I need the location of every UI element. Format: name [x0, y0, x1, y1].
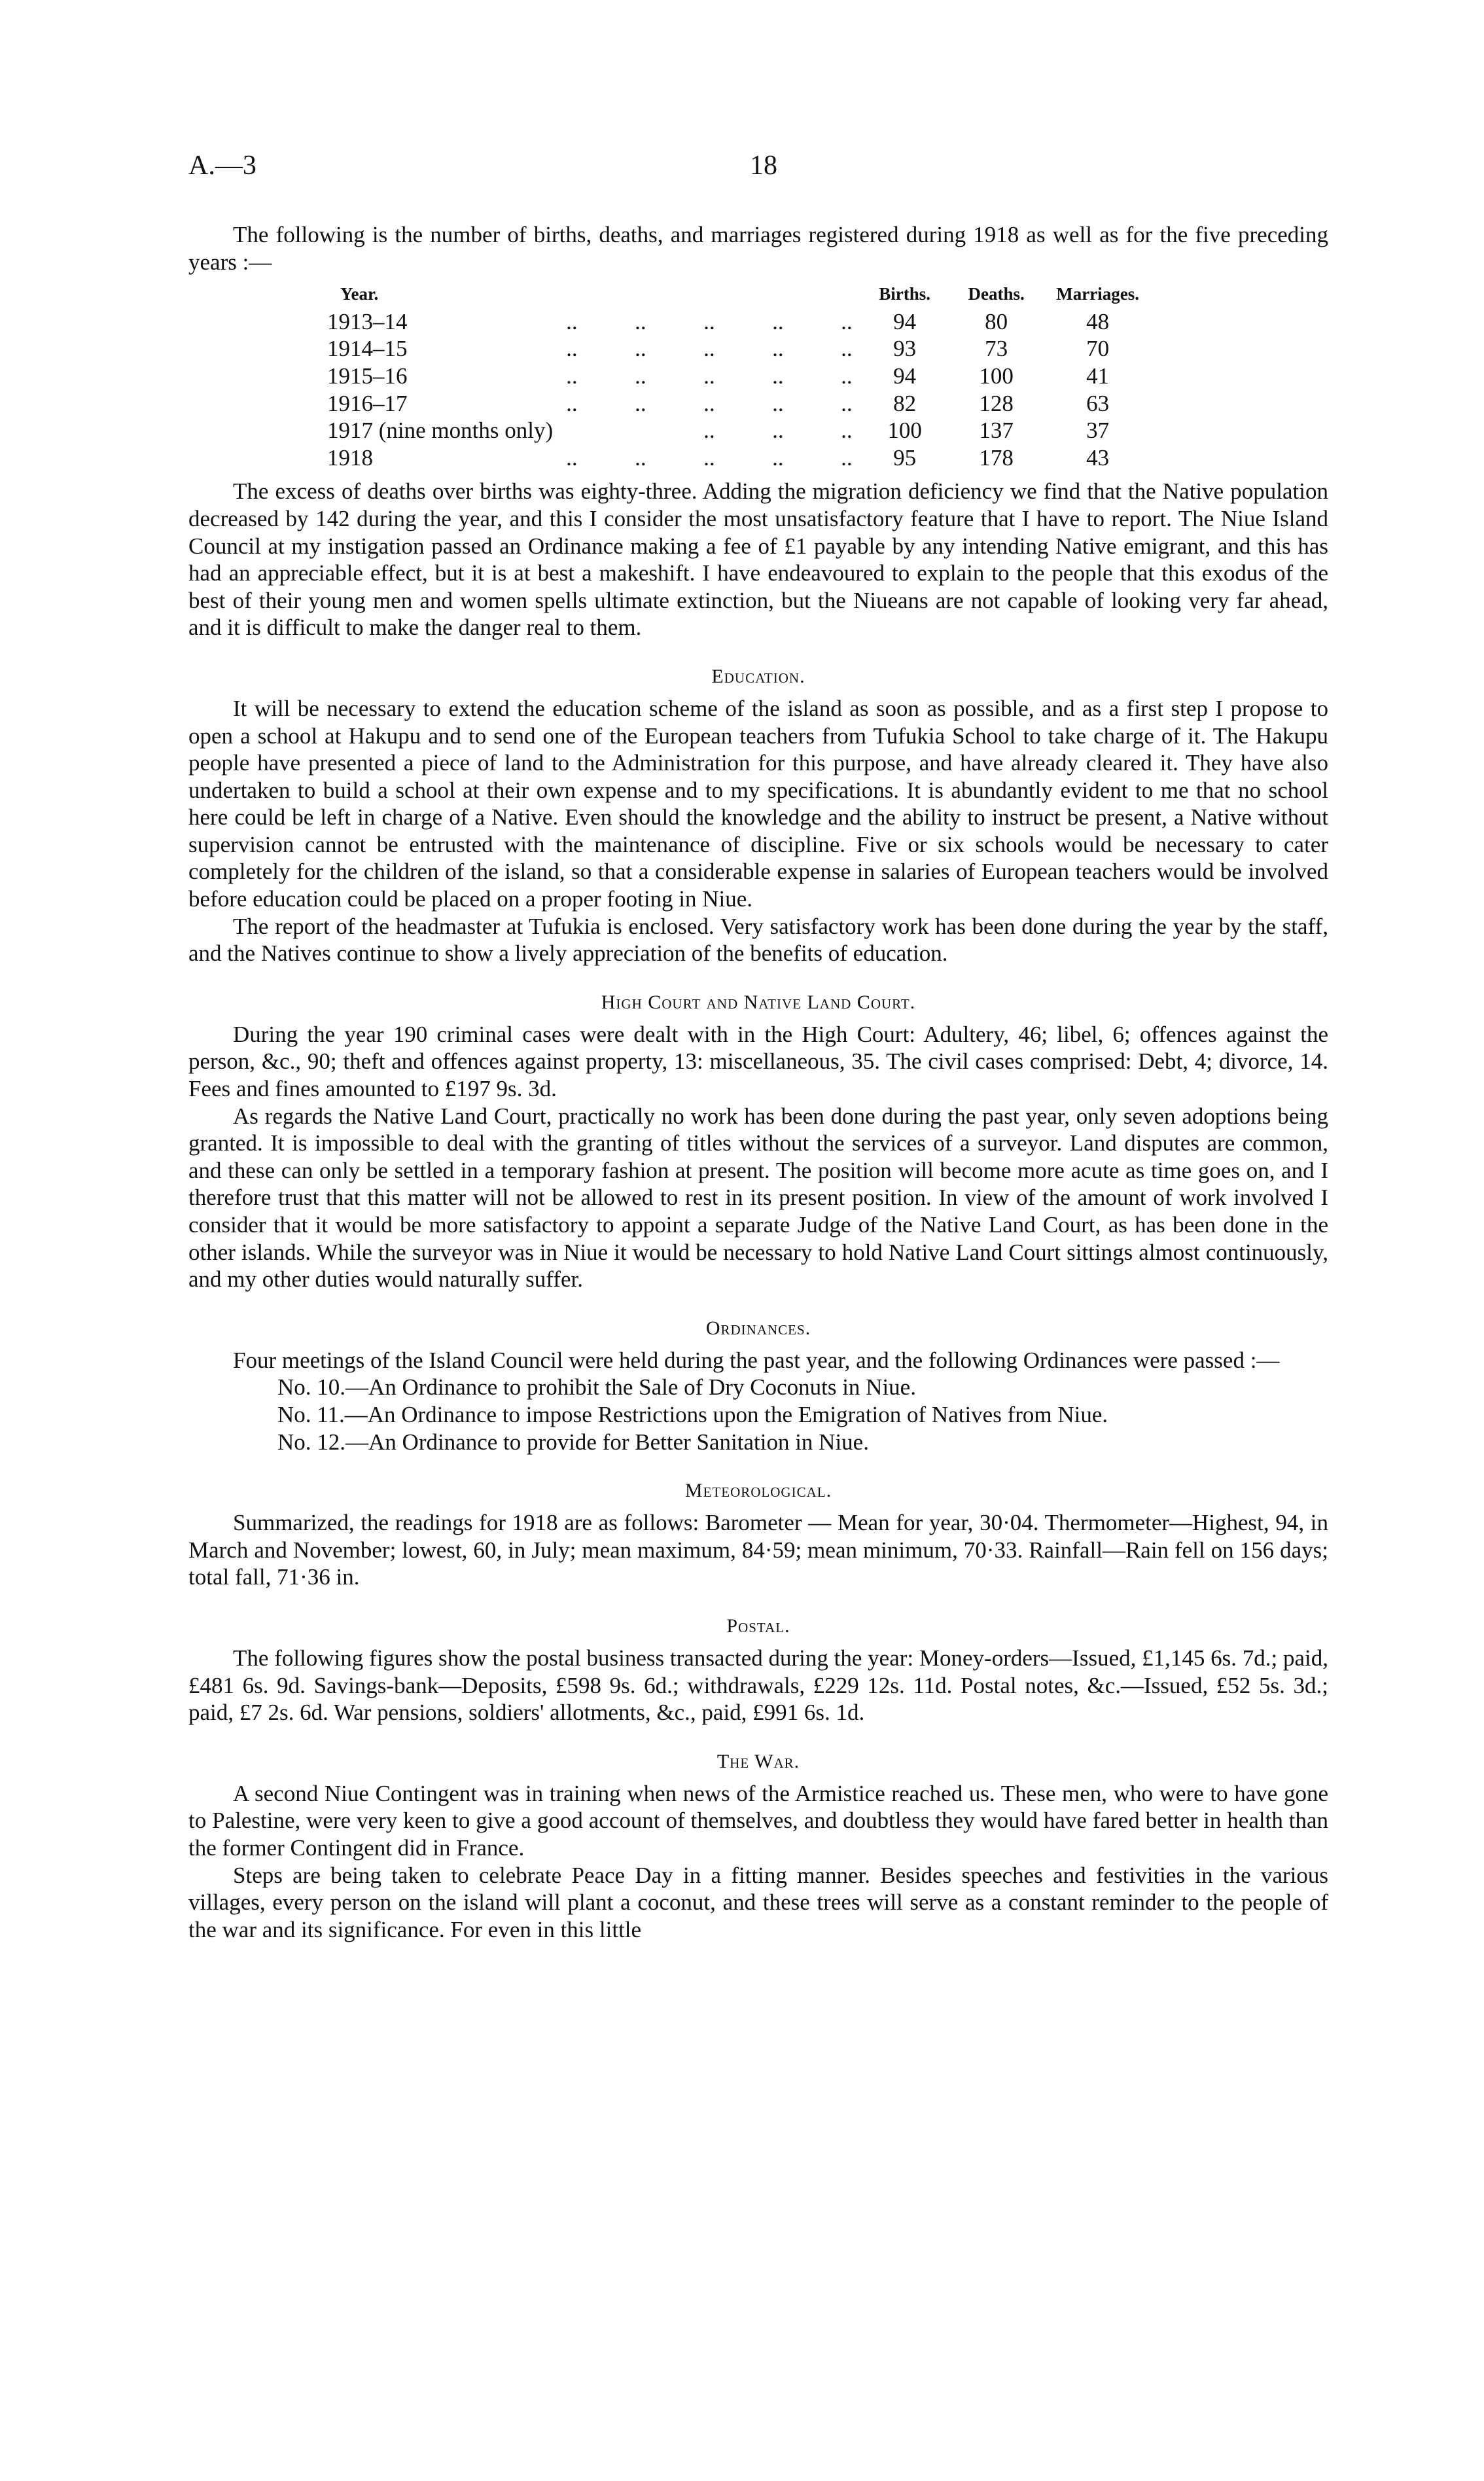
- table-header-row: [327, 281, 1154, 308]
- heading-education: Education.: [711, 665, 805, 687]
- marriages-cell: 63: [1086, 390, 1110, 416]
- table-row: [327, 444, 1154, 472]
- paragraph: Summarized, the readings for 1918 are as follows: Barometer — Mean for year, 30·04. Thermometer—Highest, 94, in March and November; lowest, 60, in July; mean maximum, 84·59; mean minimum, 70·33. Rainfall—Rain fell on 156 days; total fall, 71·36 in.: [188, 1510, 1328, 1590]
- table-row: [327, 363, 1154, 390]
- deaths-cell: 100: [979, 363, 1014, 389]
- education-section: [188, 695, 1328, 967]
- deaths-cell: 73: [985, 336, 1008, 362]
- leader-dots: .. .. .. .. ..: [566, 336, 853, 362]
- year-cell: 1916–17: [327, 390, 408, 416]
- table-row: [327, 390, 1154, 418]
- page-header: [188, 149, 1328, 188]
- births-cell: 100: [887, 418, 922, 444]
- paragraph: As regards the Native Land Court, practically no work has been done during the past year, only seven adoptions being granted. It is impossible to deal with the granting of titles without the services of a surveyor. Land disputes are common, and these can only be settled in a temporary fashion at present. The position will become more acute as time goes on, and I therefore trust that this matter will not be allowed to rest in its present position. In view of the amount of work involved I consider that it would be more satisfactory to appoint a separate Judge of the Native Land Court, as has been done in the other islands. While the surveyor was in Niue it would be necessary to hold Native Land Court sittings almost continuously, and my other duties would naturally suffer.: [188, 1103, 1328, 1293]
- leader-dots: .. .. .. .. ..: [566, 444, 853, 471]
- heading-ordinances: Ordinances.: [705, 1317, 811, 1339]
- births-cell: 82: [893, 390, 917, 416]
- ordinance-item: No. 12.—An Ordinance to provide for Better Sanitation in Niue.: [277, 1429, 869, 1455]
- ordinance-item: No. 10.—An Ordinance to prohibit the Sale of Dry Coconuts in Niue.: [277, 1374, 916, 1401]
- meteorological-section: [188, 1509, 1328, 1591]
- deaths-cell: 178: [979, 444, 1014, 471]
- leader-dots: .. .. ..: [703, 418, 853, 444]
- paragraph: It will be necessary to extend the education scheme of the island as soon as possible, and as a first step I propose to open a school at Hakupu and to send one of the European teachers from Tufukia School to take charge of it. The Hakupu people have presented a piece of land to the Administration for this purpose, and have already cleared it. They have also undertaken to build a school at their own expense and to my specifications. It is abundantly evident to me that no school here could be left in charge of a Native. Even should the knowledge and the ability to instruct be present, a Native without supervision cannot be entrusted with the maintenance of discipline. Five or six schools would be necessary to cater completely for the children of the island, so that a considerable expense in salaries of European teachers would be involved before education could be placed on a proper footing in Niue.: [188, 695, 1328, 912]
- population-section: [188, 478, 1328, 641]
- marriages-cell: 37: [1086, 418, 1110, 444]
- header-leader: [566, 281, 859, 308]
- deaths-cell: 137: [979, 418, 1014, 444]
- ordinance-item: No. 11.—An Ordinance to impose Restrictions upon the Emigration of Natives from Niue.: [277, 1401, 1108, 1427]
- heading-court: High Court and Native Land Court.: [601, 991, 916, 1013]
- year-cell: 1914–15: [327, 336, 408, 362]
- court-section: [188, 1021, 1328, 1293]
- paragraph: Steps are being taken to celebrate Peace Day in a fitting manner. Besides speeches and festivities in the various villages, every person on the island will plant a coconut, and these trees will serve as a constant reminder to the people of the war and its significance. For even in this little: [188, 1862, 1328, 1942]
- paragraph: The following is the number of births, deaths, and marriages registered during 1918 as well as for the five preceding years :—: [188, 222, 1328, 275]
- paragraph: The excess of deaths over births was eighty-three. Adding the migration deficiency we find that the Native population decreased by 142 during the year, and this I consider the most unsatisfactory feature that I have to report. The Niue Island Council at my instigation passed an Ordinance making a fee of £1 payable by any intending Native emigrant, and this has had an appreciable effect, but it is at best a makeshift. I have endeavoured to explain to the people that this exodus of the best of their young men and women spells ultimate extinction, but the Niueans are not capable of looking very far ahead, and it is difficult to make the danger real to them.: [188, 478, 1328, 641]
- postal-section: [188, 1645, 1328, 1726]
- marriages-cell: 48: [1086, 308, 1110, 334]
- births-cell: 94: [893, 308, 917, 334]
- year-cell: 1917 (nine months only): [327, 418, 554, 444]
- paragraph: During the year 190 criminal cases were dealt with in the High Court: Adultery, 46; libel, 6; offences against the person, &c., 90; theft and offences against property, 13: miscellaneous, 35. The civil cases comprised: Debt, 4; divorce, 14. Fees and fines amounted to £197 9s. 3d.: [188, 1021, 1328, 1102]
- marriages-cell: 70: [1086, 336, 1110, 362]
- leader-dots: .. .. .. .. ..: [566, 308, 853, 334]
- vital-stats-intro: [188, 221, 1328, 276]
- vital-statistics-table: [327, 281, 1154, 471]
- deaths-cell: 80: [985, 308, 1008, 334]
- year-cell: 1913–14: [327, 308, 408, 334]
- paragraph: The following figures show the postal business transacted during the year: Money-orders—Issued, £1,145 6s. 7d.; paid, £481 6s. 9d. Savings-bank—Deposits, £598 9s. 6d.; withdrawals, £229 12s. 11d. Postal notes, &c.—Issued, £52 5s. 3d.; paid, £7 2s. 6d. War pensions, soldiers' allotments, &c., paid, £991 6s. 1d.: [188, 1645, 1328, 1726]
- heading-postal: Postal.: [726, 1615, 790, 1637]
- births-cell: 95: [893, 444, 917, 471]
- year-cell: 1918: [327, 444, 373, 471]
- table-row: [327, 308, 1154, 336]
- heading-meteorological: Meteorological.: [684, 1480, 832, 1502]
- ordinances-section: [188, 1347, 1328, 1455]
- paragraph: A second Niue Contingent was in training when news of the Armistice reached us. These men, who were to have gone to Palestine, were very keen to give a good account of themselves, and doubtless they would have fared better in health than the former Contingent did in France.: [188, 1780, 1328, 1861]
- paragraph: Four meetings of the Island Council were held during the past year, and the following Ordinances were passed :—: [233, 1347, 1280, 1373]
- war-section: [188, 1780, 1328, 1944]
- header-births: Births.: [879, 284, 930, 304]
- leader-dots: .. .. .. .. ..: [566, 363, 853, 389]
- header-deaths: Deaths.: [968, 284, 1025, 304]
- year-cell: 1915–16: [327, 363, 408, 389]
- table-row: [327, 335, 1154, 363]
- header-year: Year.: [340, 284, 379, 304]
- leader-dots: .. .. .. .. ..: [566, 390, 853, 416]
- deaths-cell: 128: [979, 390, 1014, 416]
- header-marriages: Marriages.: [1056, 284, 1139, 304]
- heading-war: The War.: [716, 1750, 800, 1772]
- births-cell: 93: [893, 336, 917, 362]
- page-number: 18: [750, 151, 777, 181]
- births-cell: 94: [893, 363, 917, 389]
- marriages-cell: 43: [1086, 444, 1110, 471]
- document-reference: A.—3: [188, 151, 256, 181]
- paragraph: The report of the headmaster at Tufukia is enclosed. Very satisfactory work has been done during the year by the staff, and the Natives continue to show a lively appreciation of the benefits of education.: [188, 913, 1328, 967]
- table-row: [327, 417, 1154, 444]
- marriages-cell: 41: [1086, 363, 1110, 389]
